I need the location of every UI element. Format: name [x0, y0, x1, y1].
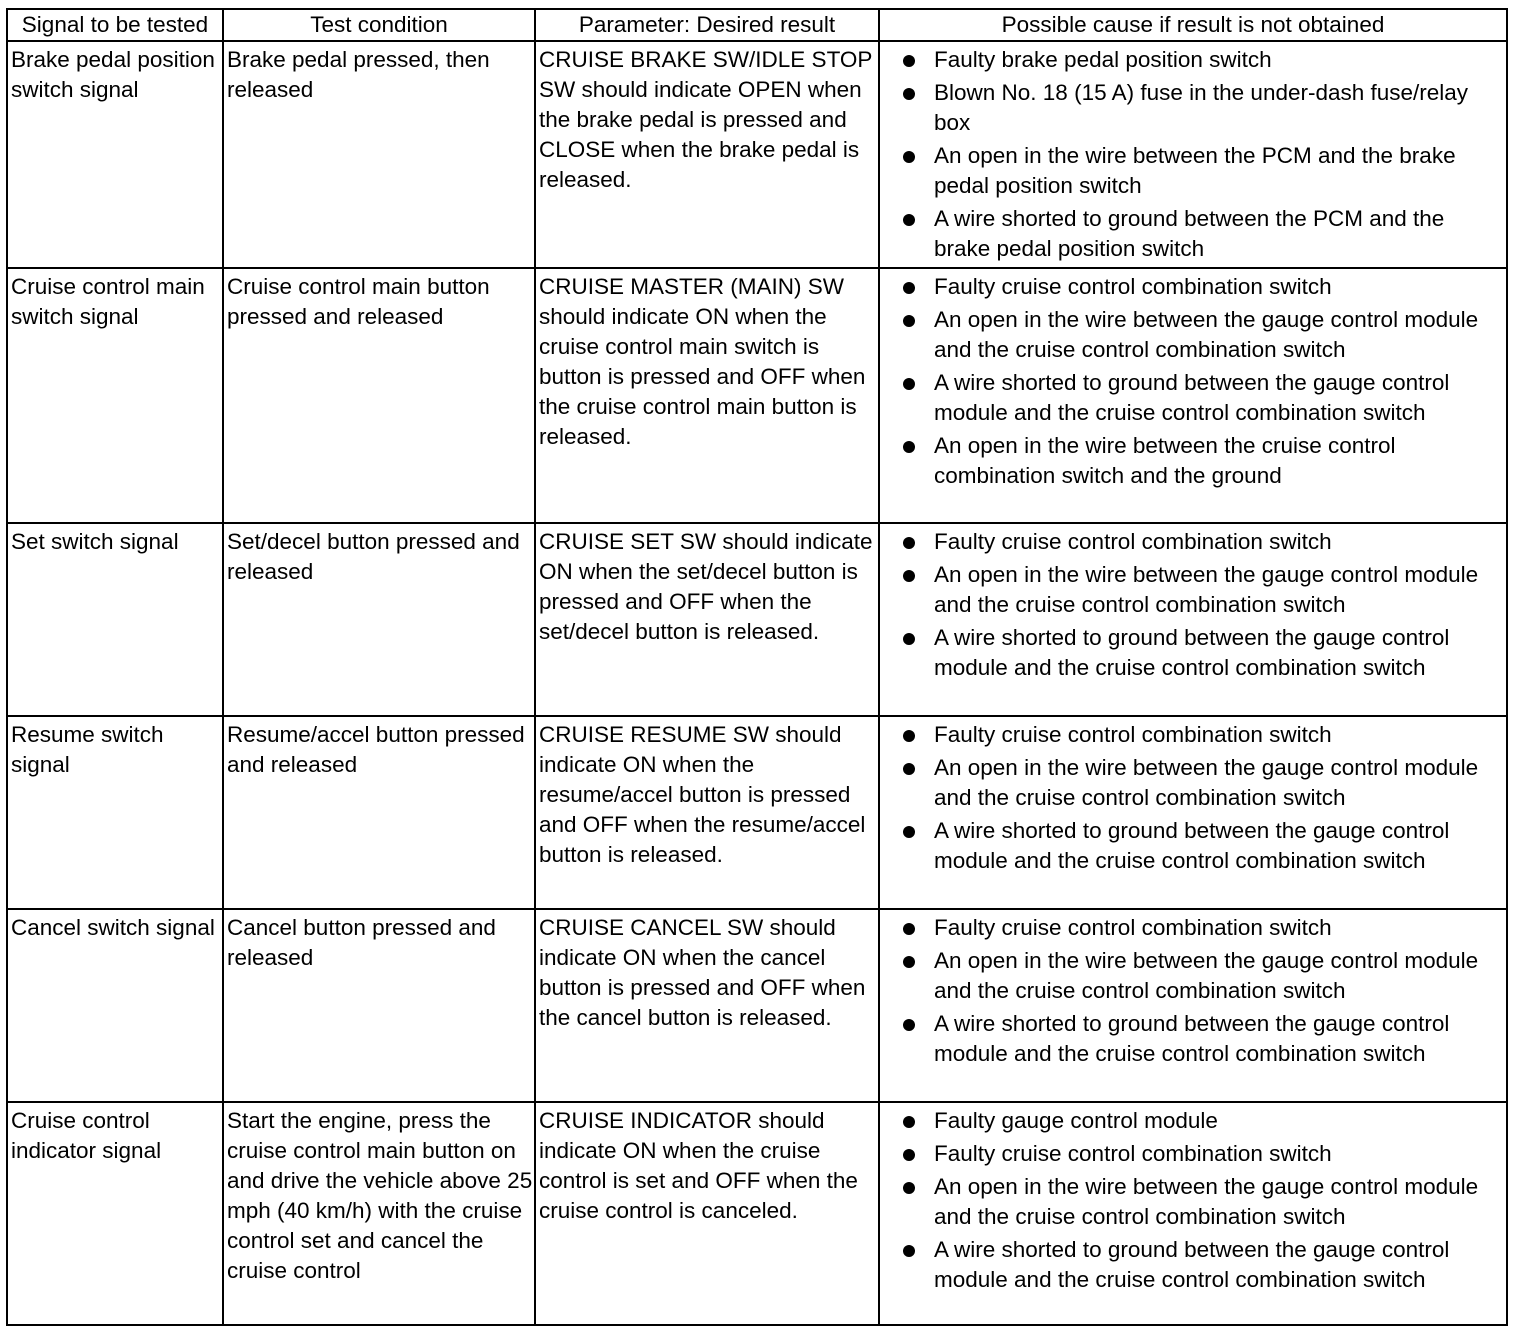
cause-item — [883, 431, 1506, 491]
causes-cell — [879, 909, 1507, 1102]
cause-item — [883, 1172, 1506, 1232]
cause-list — [883, 720, 1506, 876]
cause-item — [883, 753, 1506, 813]
cause-text: Faulty cruise control combination switch — [934, 915, 1332, 940]
cause-item — [883, 141, 1506, 201]
bullet-icon — [903, 441, 915, 453]
result-cell: CRUISE RESUME SW should indicate ON when the resume/accel button is pressed and OFF when the resume/accel button is released. — [535, 716, 879, 909]
cause-item — [883, 368, 1506, 428]
bullet-icon — [903, 1182, 915, 1194]
condition-cell: Brake pedal pressed, then released — [223, 41, 535, 268]
cause-text: An open in the wire between the gauge control module and the cruise control combination switch — [934, 1174, 1479, 1229]
bullet-icon — [903, 214, 915, 226]
cause-item — [883, 305, 1506, 365]
diagnostic-table — [6, 8, 1508, 1326]
bullet-icon — [903, 315, 915, 327]
signal-cell: Resume switch signal — [7, 716, 223, 909]
cause-text: An open in the wire between the cruise control combination switch and the ground — [934, 433, 1396, 488]
cause-list — [883, 913, 1506, 1069]
bullet-icon — [903, 763, 915, 775]
cause-text: A wire shorted to ground between the PCM and the brake pedal position switch — [934, 206, 1445, 261]
cause-text: An open in the wire between the gauge control module and the cruise control combination switch — [934, 948, 1479, 1003]
cause-text: A wire shorted to ground between the gauge control module and the cruise control combination switch — [934, 625, 1450, 680]
result-cell: CRUISE SET SW should indicate ON when the set/decel button is pressed and OFF when the set/decel button is released. — [535, 523, 879, 716]
cause-item — [883, 272, 1506, 302]
signal-cell: Set switch signal — [7, 523, 223, 716]
cause-text: Faulty gauge control module — [934, 1108, 1218, 1133]
cause-list — [883, 45, 1506, 264]
table-row — [7, 716, 1507, 909]
header-desired-result: Parameter: Desired result — [535, 9, 879, 41]
cause-item — [883, 623, 1506, 683]
cause-item — [883, 560, 1506, 620]
bullet-icon — [903, 1149, 915, 1161]
condition-cell: Resume/accel button pressed and released — [223, 716, 535, 909]
bullet-icon — [903, 151, 915, 163]
cause-text: A wire shorted to ground between the gauge control module and the cruise control combination switch — [934, 818, 1450, 873]
bullet-icon — [903, 88, 915, 100]
cause-item — [883, 45, 1506, 75]
cause-text: An open in the wire between the gauge control module and the cruise control combination switch — [934, 307, 1479, 362]
bullet-icon — [903, 1019, 915, 1031]
result-cell: CRUISE MASTER (MAIN) SW should indicate ON when the cruise control main switch is button is pressed and OFF when the cruise control main button is released. — [535, 268, 879, 523]
cause-item — [883, 816, 1506, 876]
cause-text: A wire shorted to ground between the gauge control module and the cruise control combination switch — [934, 370, 1450, 425]
bullet-icon — [903, 570, 915, 582]
cause-text: A wire shorted to ground between the gauge control module and the cruise control combination switch — [934, 1011, 1450, 1066]
table-row — [7, 1102, 1507, 1325]
header-test-condition: Test condition — [223, 9, 535, 41]
cause-text: Faulty cruise control combination switch — [934, 1141, 1332, 1166]
cause-item — [883, 204, 1506, 264]
cause-item — [883, 1009, 1506, 1069]
cause-item — [883, 1106, 1506, 1136]
cause-list — [883, 527, 1506, 683]
result-cell: CRUISE BRAKE SW/IDLE STOP SW should indicate OPEN when the brake pedal is pressed and CLOSE when the brake pedal is released. — [535, 41, 879, 268]
causes-cell — [879, 523, 1507, 716]
cause-text: Faulty cruise control combination switch — [934, 529, 1332, 554]
cause-list — [883, 272, 1506, 491]
signal-cell: Cruise control main switch signal — [7, 268, 223, 523]
cause-item — [883, 78, 1506, 138]
causes-cell — [879, 1102, 1507, 1325]
bullet-icon — [903, 55, 915, 67]
table-row — [7, 523, 1507, 716]
condition-cell: Cancel button pressed and released — [223, 909, 535, 1102]
bullet-icon — [903, 826, 915, 838]
header-possible-cause: Possible cause if result is not obtained — [879, 9, 1507, 41]
bullet-icon — [903, 1116, 915, 1128]
signal-cell: Brake pedal position switch signal — [7, 41, 223, 268]
cause-item — [883, 1139, 1506, 1169]
cause-text: An open in the wire between the gauge control module and the cruise control combination switch — [934, 755, 1479, 810]
bullet-icon — [903, 378, 915, 390]
bullet-icon — [903, 282, 915, 294]
table-row — [7, 41, 1507, 268]
cause-text: Faulty cruise control combination switch — [934, 274, 1332, 299]
bullet-icon — [903, 923, 915, 935]
condition-cell: Start the engine, press the cruise control main button on and drive the vehicle above 25 mph (40 km/h) with the cruise control set and cancel the cruise control — [223, 1102, 535, 1325]
cause-item — [883, 946, 1506, 1006]
table-header-row — [7, 9, 1507, 41]
cause-item — [883, 913, 1506, 943]
table-row — [7, 909, 1507, 1102]
cause-text: Blown No. 18 (15 A) fuse in the under-dash fuse/relay box — [934, 80, 1469, 135]
cause-text: An open in the wire between the gauge control module and the cruise control combination switch — [934, 562, 1479, 617]
result-cell: CRUISE CANCEL SW should indicate ON when the cancel button is pressed and OFF when the cancel button is released. — [535, 909, 879, 1102]
cause-item — [883, 720, 1506, 750]
causes-cell — [879, 716, 1507, 909]
cause-list — [883, 1106, 1506, 1295]
bullet-icon — [903, 956, 915, 968]
cause-text: A wire shorted to ground between the gauge control module and the cruise control combination switch — [934, 1237, 1450, 1292]
cause-item — [883, 1235, 1506, 1295]
signal-cell: Cancel switch signal — [7, 909, 223, 1102]
bullet-icon — [903, 1245, 915, 1257]
bullet-icon — [903, 537, 915, 549]
cause-text: An open in the wire between the PCM and the brake pedal position switch — [934, 143, 1456, 198]
condition-cell: Set/decel button pressed and released — [223, 523, 535, 716]
header-signal: Signal to be tested — [7, 9, 223, 41]
table-row — [7, 268, 1507, 523]
cause-text: Faulty brake pedal position switch — [934, 47, 1272, 72]
bullet-icon — [903, 633, 915, 645]
result-cell: CRUISE INDICATOR should indicate ON when the cruise control is set and OFF when the cruise control is canceled. — [535, 1102, 879, 1325]
causes-cell — [879, 41, 1507, 268]
cause-text: Faulty cruise control combination switch — [934, 722, 1332, 747]
cause-item — [883, 527, 1506, 557]
bullet-icon — [903, 730, 915, 742]
signal-cell: Cruise control indicator signal — [7, 1102, 223, 1325]
condition-cell: Cruise control main button pressed and released — [223, 268, 535, 523]
causes-cell — [879, 268, 1507, 523]
